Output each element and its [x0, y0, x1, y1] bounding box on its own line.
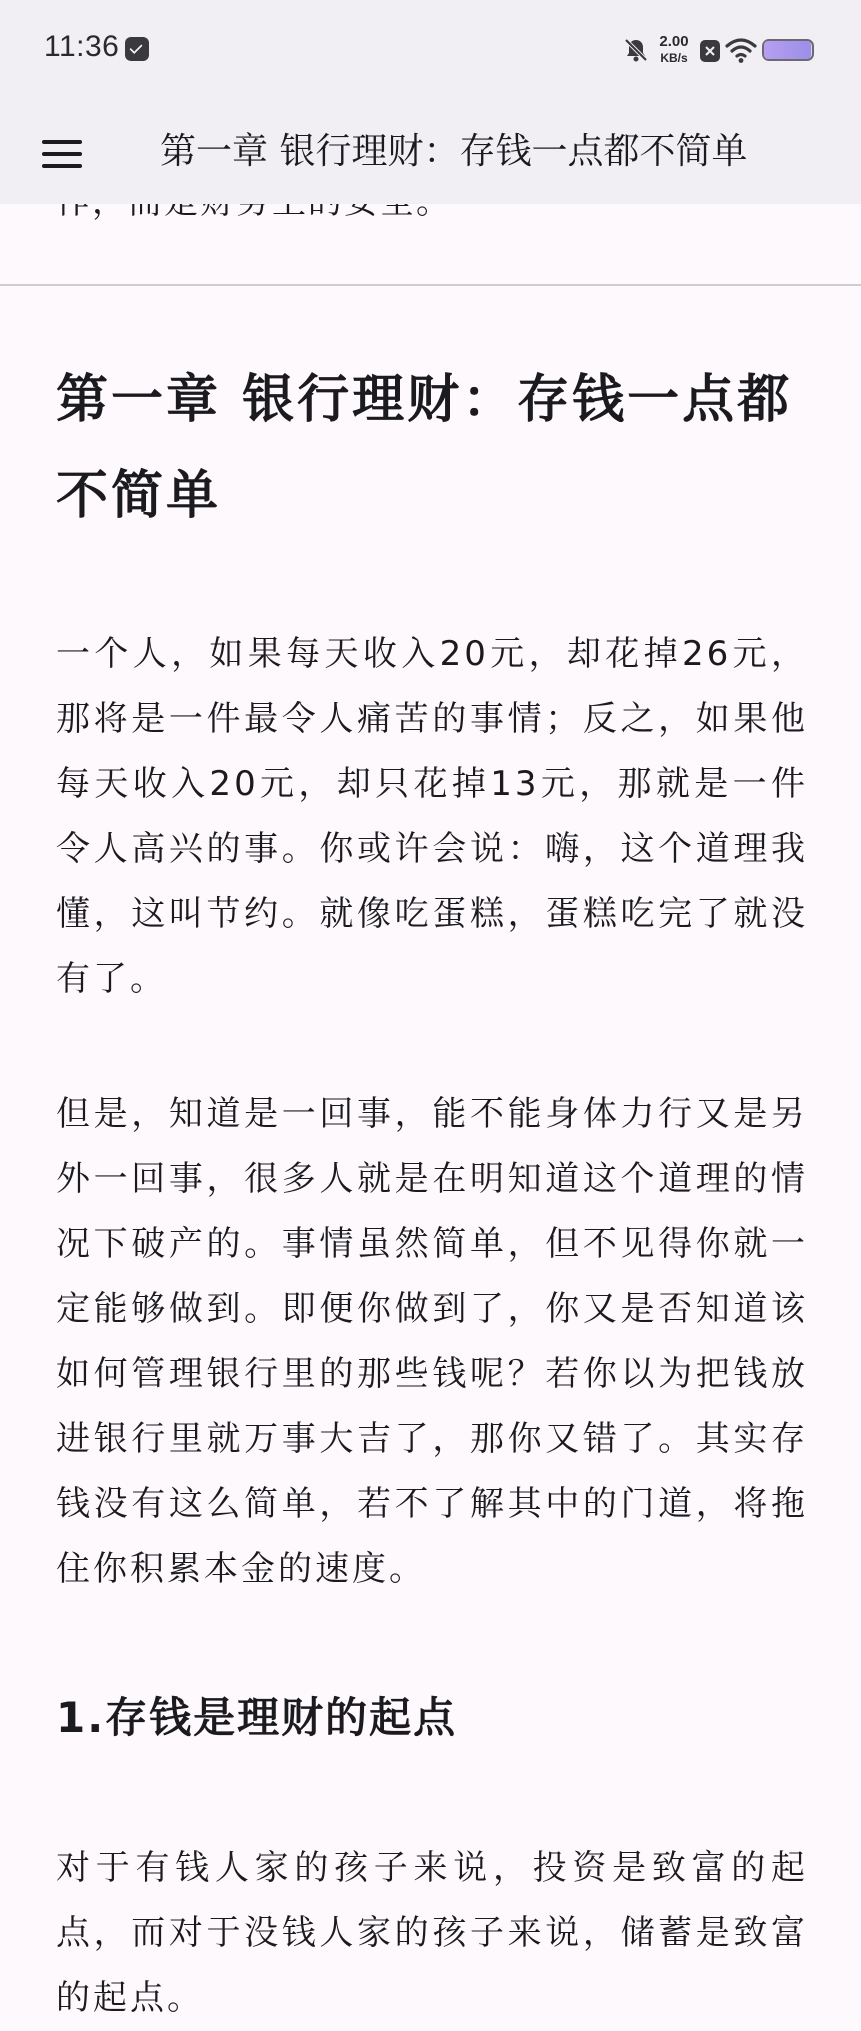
chapter-title: 第一章 银行理财：存钱一点都不简单 [56, 370, 793, 526]
paragraph-1: 一个人，如果每天收入20元，却花掉26元，那将是一件最令人痛苦的事情；反之，如果他每天收入20元，却只花掉13元，那就是一件令人高兴的事。你或许会说：嗨，这个道理我懂，这叫节约。就像吃蛋糕，蛋糕吃完了就没有了。 [56, 634, 808, 999]
chapter-divider [0, 284, 861, 286]
network-speed-value: 2.00 [659, 33, 689, 50]
battery-level-fill [764, 41, 811, 59]
app-bar [0, 100, 861, 204]
app-bar-title: 第一章 银行理财：存钱一点都不简单 [160, 131, 748, 172]
paragraph-2: 但是，知道是一回事，能不能身体力行又是另外一回事，很多人就是在明知道这个道理的情况下破产的。事情虽然简单，但不见得你就一定能够做到。即便你做到了，你又是否知道该如何管理银行里的那些钱呢？若你以为把钱放进银行里就万事大吉了，那你又错了。其实存钱没有这么简单，若不了解其中的门道，将拖住你积累本金的速度。 [56, 1094, 808, 1589]
section-heading: 1.存钱是理财的起点 [56, 1693, 458, 1742]
paragraph-3-partial: 对于有钱人家的孩子来说，投资是致富的起点，而对于没钱人家的孩子来说，储蓄是致富的起点。 [56, 1848, 808, 2018]
mute-icon [622, 36, 650, 64]
battery-icon [762, 39, 814, 61]
sim-icon [700, 40, 720, 62]
wifi-icon [724, 36, 758, 64]
message-icon [125, 37, 149, 61]
hamburger-menu-icon[interactable] [36, 128, 88, 176]
status-time: 11:36 [44, 30, 120, 63]
status-bar [0, 0, 861, 100]
network-speed-unit: KB/s [660, 51, 688, 65]
